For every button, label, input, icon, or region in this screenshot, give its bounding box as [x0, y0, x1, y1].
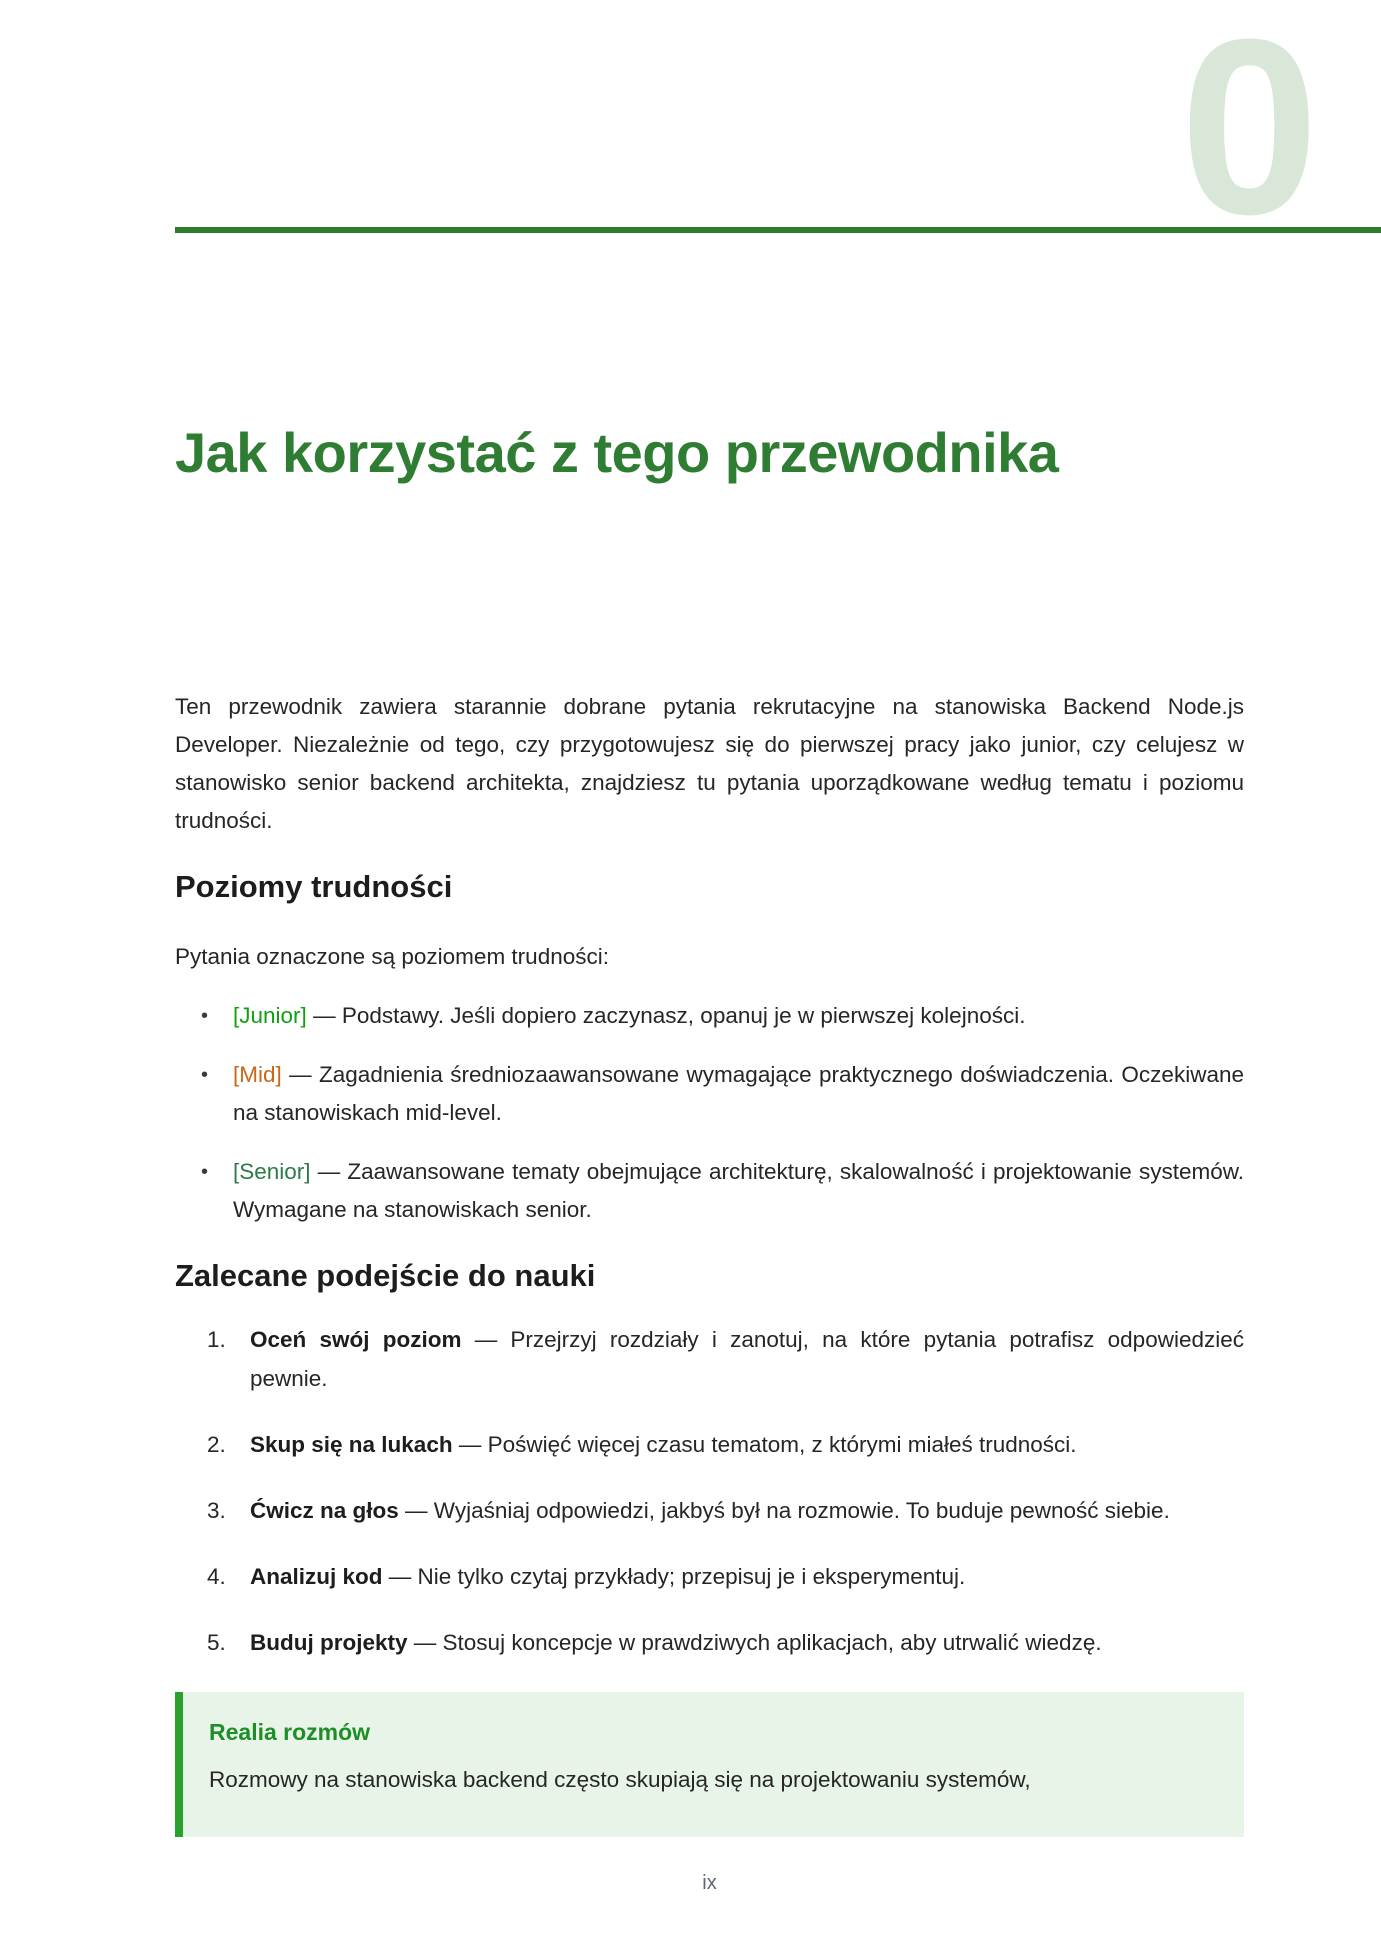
difficulty-lead-paragraph: Pytania oznaczone są poziomem trudności:: [175, 944, 609, 969]
level-text: — Zaawansowane tematy obejmujące architekturę, skalowalność i projektowanie systemów. Wymagane na stanowiskach senior.: [233, 1159, 1244, 1222]
step-title: Skup się na lukach: [250, 1432, 453, 1457]
bullet-marker: •: [201, 1161, 209, 1183]
step-number: 2.: [207, 1432, 226, 1457]
level-tag-senior: [Senior]: [233, 1159, 311, 1184]
intro-paragraph: Ten przewodnik zawiera starannie dobrane pytania rekrutacyjne na stanowiska Backend Node.js Developer. Niezależnie od tego, czy przygotowujesz się do pierwszej pracy jako junior, czy celujesz w stanowisko senior backend architekta, znajdziesz tu pytania uporządkowane według tematu i poziomu trudności.: [175, 694, 1244, 833]
step-title: Buduj projekty: [250, 1630, 408, 1655]
difficulty-level-list: [175, 997, 1244, 1229]
level-tag-junior: [Junior]: [233, 1003, 307, 1028]
step-text: — Nie tylko czytaj przykłady; przepisuj je i eksperymentuj.: [388, 1564, 966, 1589]
callout-title: Realia rozmów: [209, 1719, 371, 1745]
level-text: — Zagadnienia średniozaawansowane wymagające praktycznego doświadczenia. Oczekiwane na stanowiskach mid-level.: [233, 1062, 1244, 1125]
list-item-step-5: [175, 1623, 1244, 1662]
list-item-step-2: [175, 1425, 1244, 1464]
level-text: — Podstawy. Jeśli dopiero zaczynasz, opanuj je w pierwszej kolejności.: [313, 1003, 1026, 1028]
level-tag-mid: [Mid]: [233, 1062, 282, 1087]
step-text: — Przejrzyj rozdziały i zanotuj, na które pytania potrafisz odpowiedzieć pewnie.: [250, 1327, 1244, 1391]
step-title: Ćwicz na głos: [250, 1498, 399, 1523]
step-text: — Poświęć więcej czasu tematom, z którymi miałeś trudności.: [458, 1432, 1077, 1457]
section-heading-approach: Zalecane podejście do nauki: [175, 1258, 596, 1293]
step-title: Oceń swój poziom: [250, 1327, 462, 1352]
list-item-senior: [175, 1153, 1244, 1229]
page-content: [175, 0, 1244, 1837]
page-title: Jak korzystać z tego przewodnika: [175, 421, 1059, 484]
list-item-step-1: [175, 1320, 1244, 1398]
chapter-number: 0: [1179, 0, 1319, 266]
step-number: 1.: [207, 1327, 226, 1352]
list-item-junior: [175, 997, 1244, 1035]
callout-body: Rozmowy na stanowiska backend często skupiają się na projektowaniu systemów,: [209, 1767, 1031, 1792]
callout-box: [175, 1692, 1244, 1837]
study-steps-list: [175, 1320, 1244, 1662]
step-number: 4.: [207, 1564, 226, 1589]
bullet-marker: •: [201, 1005, 209, 1027]
step-number: 5.: [207, 1630, 226, 1655]
step-number: 3.: [207, 1498, 226, 1523]
section-heading-difficulty: Poziomy trudności: [175, 869, 453, 904]
list-item-step-3: [175, 1491, 1244, 1530]
step-text: — Wyjaśniaj odpowiedzi, jakbyś był na rozmowie. To buduje pewność siebie.: [405, 1498, 1170, 1523]
step-title: Analizuj kod: [250, 1564, 383, 1589]
list-item-mid: [175, 1056, 1244, 1132]
step-text: — Stosuj koncepcje w prawdziwych aplikacjach, aby utrwalić wiedzę.: [413, 1630, 1102, 1655]
page-number: ix: [702, 1872, 717, 1894]
list-item-step-4: [175, 1557, 1244, 1596]
bullet-marker: •: [201, 1064, 209, 1086]
